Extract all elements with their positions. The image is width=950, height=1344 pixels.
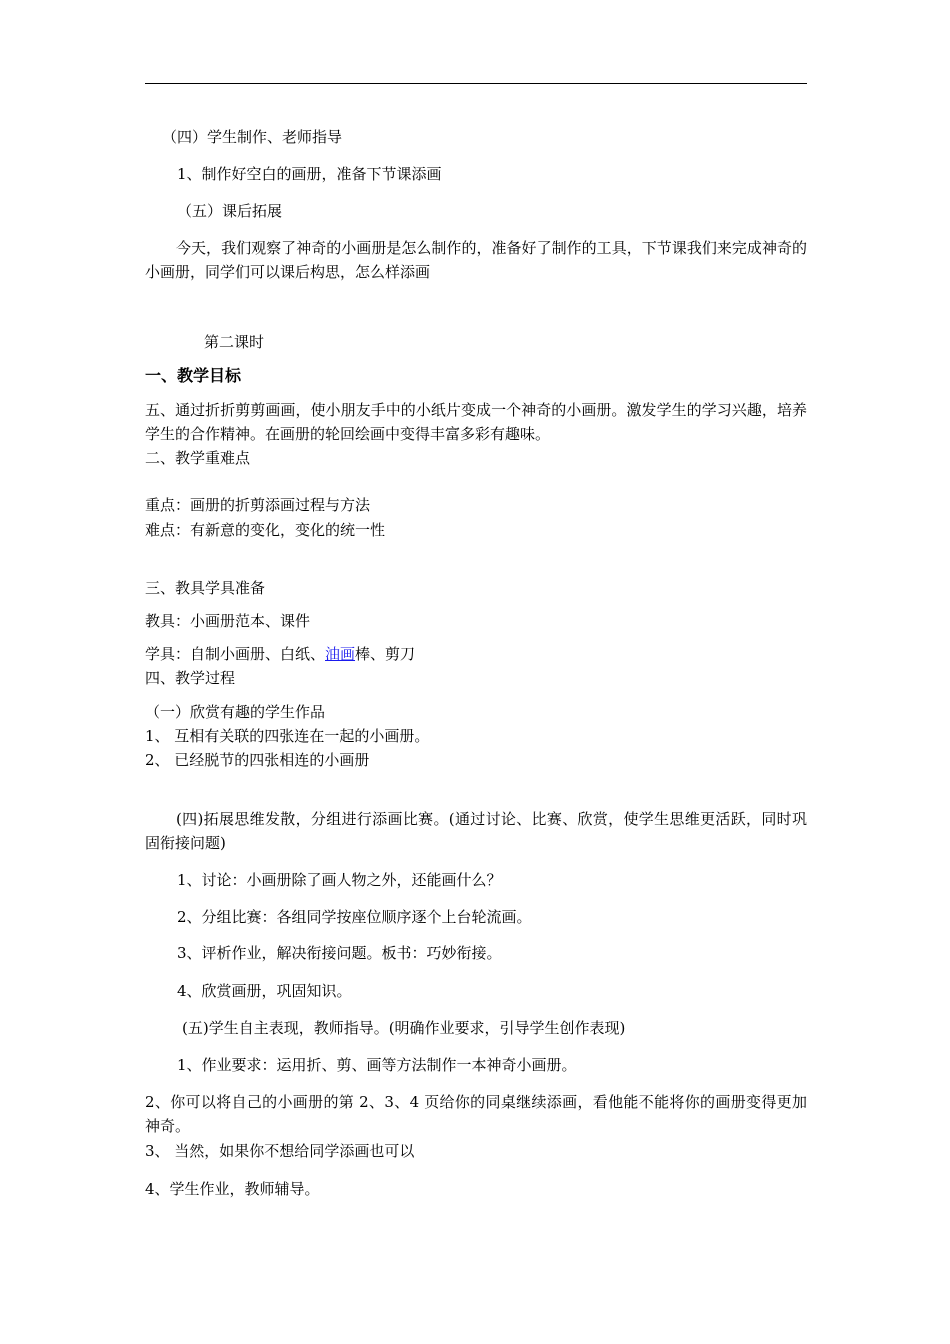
materials-heading: 三、教具学具准备	[145, 579, 266, 597]
item-make-blank-album: 1、制作好空白的画册，准备下节课添画	[177, 165, 442, 183]
assignment-optional: 3、 当然，如果你不想给同学添画也可以	[145, 1142, 415, 1160]
summary-paragraph: 今天，我们观察了神奇的小画册是怎么制作的，准备好了制作的工具，下节课我们来完成神奇的小画册，同学们可以课后构思，怎么样添画	[145, 239, 807, 281]
second-lesson-title: 第二课时	[204, 333, 265, 351]
process-item-2: 2、 已经脱节的四张相连的小画册	[145, 751, 370, 769]
student-materials	[145, 643, 807, 665]
section-five-heading: （五）课后拓展	[177, 202, 283, 220]
student-materials-suffix: 棒、剪刀	[355, 645, 416, 663]
key-point: 重点：画册的折剪添画过程与方法	[145, 496, 371, 514]
extension-paragraph: (四)拓展思维发散，分组进行添画比赛。(通过讨论、比赛、欣赏，使学生思维更活跃，同时巩固衔接问题)	[145, 810, 807, 852]
discussion-item: 1、讨论：小画册除了画人物之外，还能画什么？	[177, 871, 502, 889]
section-four-heading: （四）学生制作、老师指导	[162, 128, 343, 146]
process-heading: 四、教学过程	[145, 669, 236, 687]
student-work-item: 4、学生作业，教师辅导。	[145, 1180, 320, 1198]
teaching-goals-paragraph: 五、通过折折剪剪画画，使小朋友手中的小纸片变成一个神奇的小画册。激发学生的学习兴趣，培养学生的合作精神。在画册的轮回绘画中变得丰富多彩有趣味。	[145, 401, 807, 443]
difficult-point: 难点：有新意的变化，变化的统一性	[145, 521, 386, 539]
key-points-heading: 二、教学重难点	[145, 449, 251, 467]
evaluate-item: 3、评析作业，解决衔接问题。板书：巧妙衔接。	[177, 944, 502, 962]
process-item-1: 1、 互相有关联的四张连在一起的小画册。	[145, 727, 430, 745]
group-competition-item: 2、分组比赛：各组同学按座位顺序逐个上台轮流画。	[177, 908, 532, 926]
teacher-materials: 教具：小画册范本、课件	[145, 612, 311, 630]
assignment-partner-paragraph: 2、你可以将自己的小画册的第 2、3、4 页给你的同桌继续添画，看他能不能将你的画册变得更加神奇。	[145, 1093, 807, 1135]
header-rule	[145, 83, 807, 84]
process-step-one: （一）欣赏有趣的学生作品	[145, 703, 326, 721]
teaching-goals-heading: 一、教学目标	[145, 366, 242, 385]
self-expression-heading: (五)学生自主表现，教师指导。(明确作业要求，引导学生创作表现)	[182, 1019, 626, 1037]
oil-painting-link[interactable]: 油画	[325, 645, 356, 663]
student-materials-prefix: 学具：自制小画册、白纸、	[145, 645, 326, 663]
appreciate-item: 4、欣赏画册，巩固知识。	[177, 982, 352, 1000]
assignment-requirement: 1、作业要求：运用折、剪、画等方法制作一本神奇小画册。	[177, 1056, 577, 1074]
